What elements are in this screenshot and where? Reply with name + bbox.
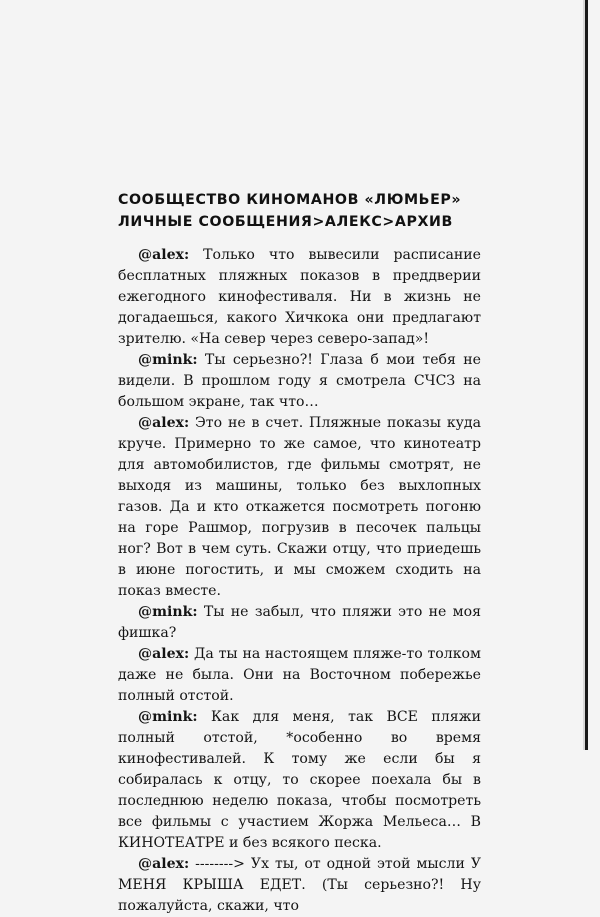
message bbox=[118, 413, 481, 602]
message bbox=[118, 854, 481, 917]
message-text: Ты серьезно?! Глаза б мои тебя не видели. В прошлом году я смотрела СЧСЗ на большом экране, так что… bbox=[118, 352, 481, 410]
message-text: Это не в счет. Пляжные показы куда круче. Примерно то же самое, что кинотеатр для автомобилистов, где фильмы смотрят, не выходя из машины, только без выхлопных газов. Да и кто откажется посмотреть погоню на горе Рашмор, погрузив в песочек пальцы ног? Вот в чем суть. Скажи отцу, что приедешь в июне погостить, и мы сможем сходить на показ вместе. bbox=[118, 415, 481, 599]
message-text: Ты не забыл, что пляжи это не моя фишка? bbox=[118, 604, 481, 641]
message-text: Как для меня, так ВСЕ пляжи полный отстой, *особенно во время кинофестивалей. К тому же если бы я собиралась к отцу, то скорее поехала бы в последнюю неделю показа, чтобы посмотреть все фильмы с участием Жоржа Мельеса… В КИНОТЕАТРЕ и без всякого песка. bbox=[118, 709, 481, 851]
message-author: @mink: bbox=[138, 604, 198, 620]
message-author: @alex: bbox=[138, 247, 190, 263]
message-log bbox=[118, 245, 481, 917]
message bbox=[118, 644, 481, 707]
message bbox=[118, 602, 481, 644]
message-text: --------> Ух ты, от одной этой мысли У МЕНЯ КРЫША ЕДЕТ. (Ты серьезно?! Ну пожалуйста, скажи, что bbox=[118, 856, 481, 914]
message bbox=[118, 245, 481, 350]
message-text: Только что вывесили расписание бесплатных пляжных показов в преддверии ежегодного кинофестиваля. Ни в жизнь не догадаешься, какого Хичкока они предлагают зрителю. «На север через северо-запад»! bbox=[118, 247, 481, 347]
message bbox=[118, 707, 481, 854]
forum-breadcrumb: ЛИЧНЫЕ СООБЩЕНИЯ>АЛЕКС>АРХИВ bbox=[118, 214, 453, 230]
message-author: @mink: bbox=[138, 709, 198, 725]
message-author: @mink: bbox=[138, 352, 198, 368]
message-author: @alex: bbox=[138, 646, 190, 662]
page-edge bbox=[585, 0, 588, 750]
chapter-header bbox=[118, 189, 498, 233]
forum-title: СООБЩЕСТВО КИНОМАНОВ «ЛЮМЬЕР» bbox=[118, 192, 462, 208]
message-text: Да ты на настоящем пляже-то толком даже не была. Они на Восточном побережье полный отстой. bbox=[118, 646, 481, 704]
message bbox=[118, 350, 481, 413]
message-author: @alex: bbox=[138, 415, 190, 431]
message-author: @alex: bbox=[138, 856, 190, 872]
